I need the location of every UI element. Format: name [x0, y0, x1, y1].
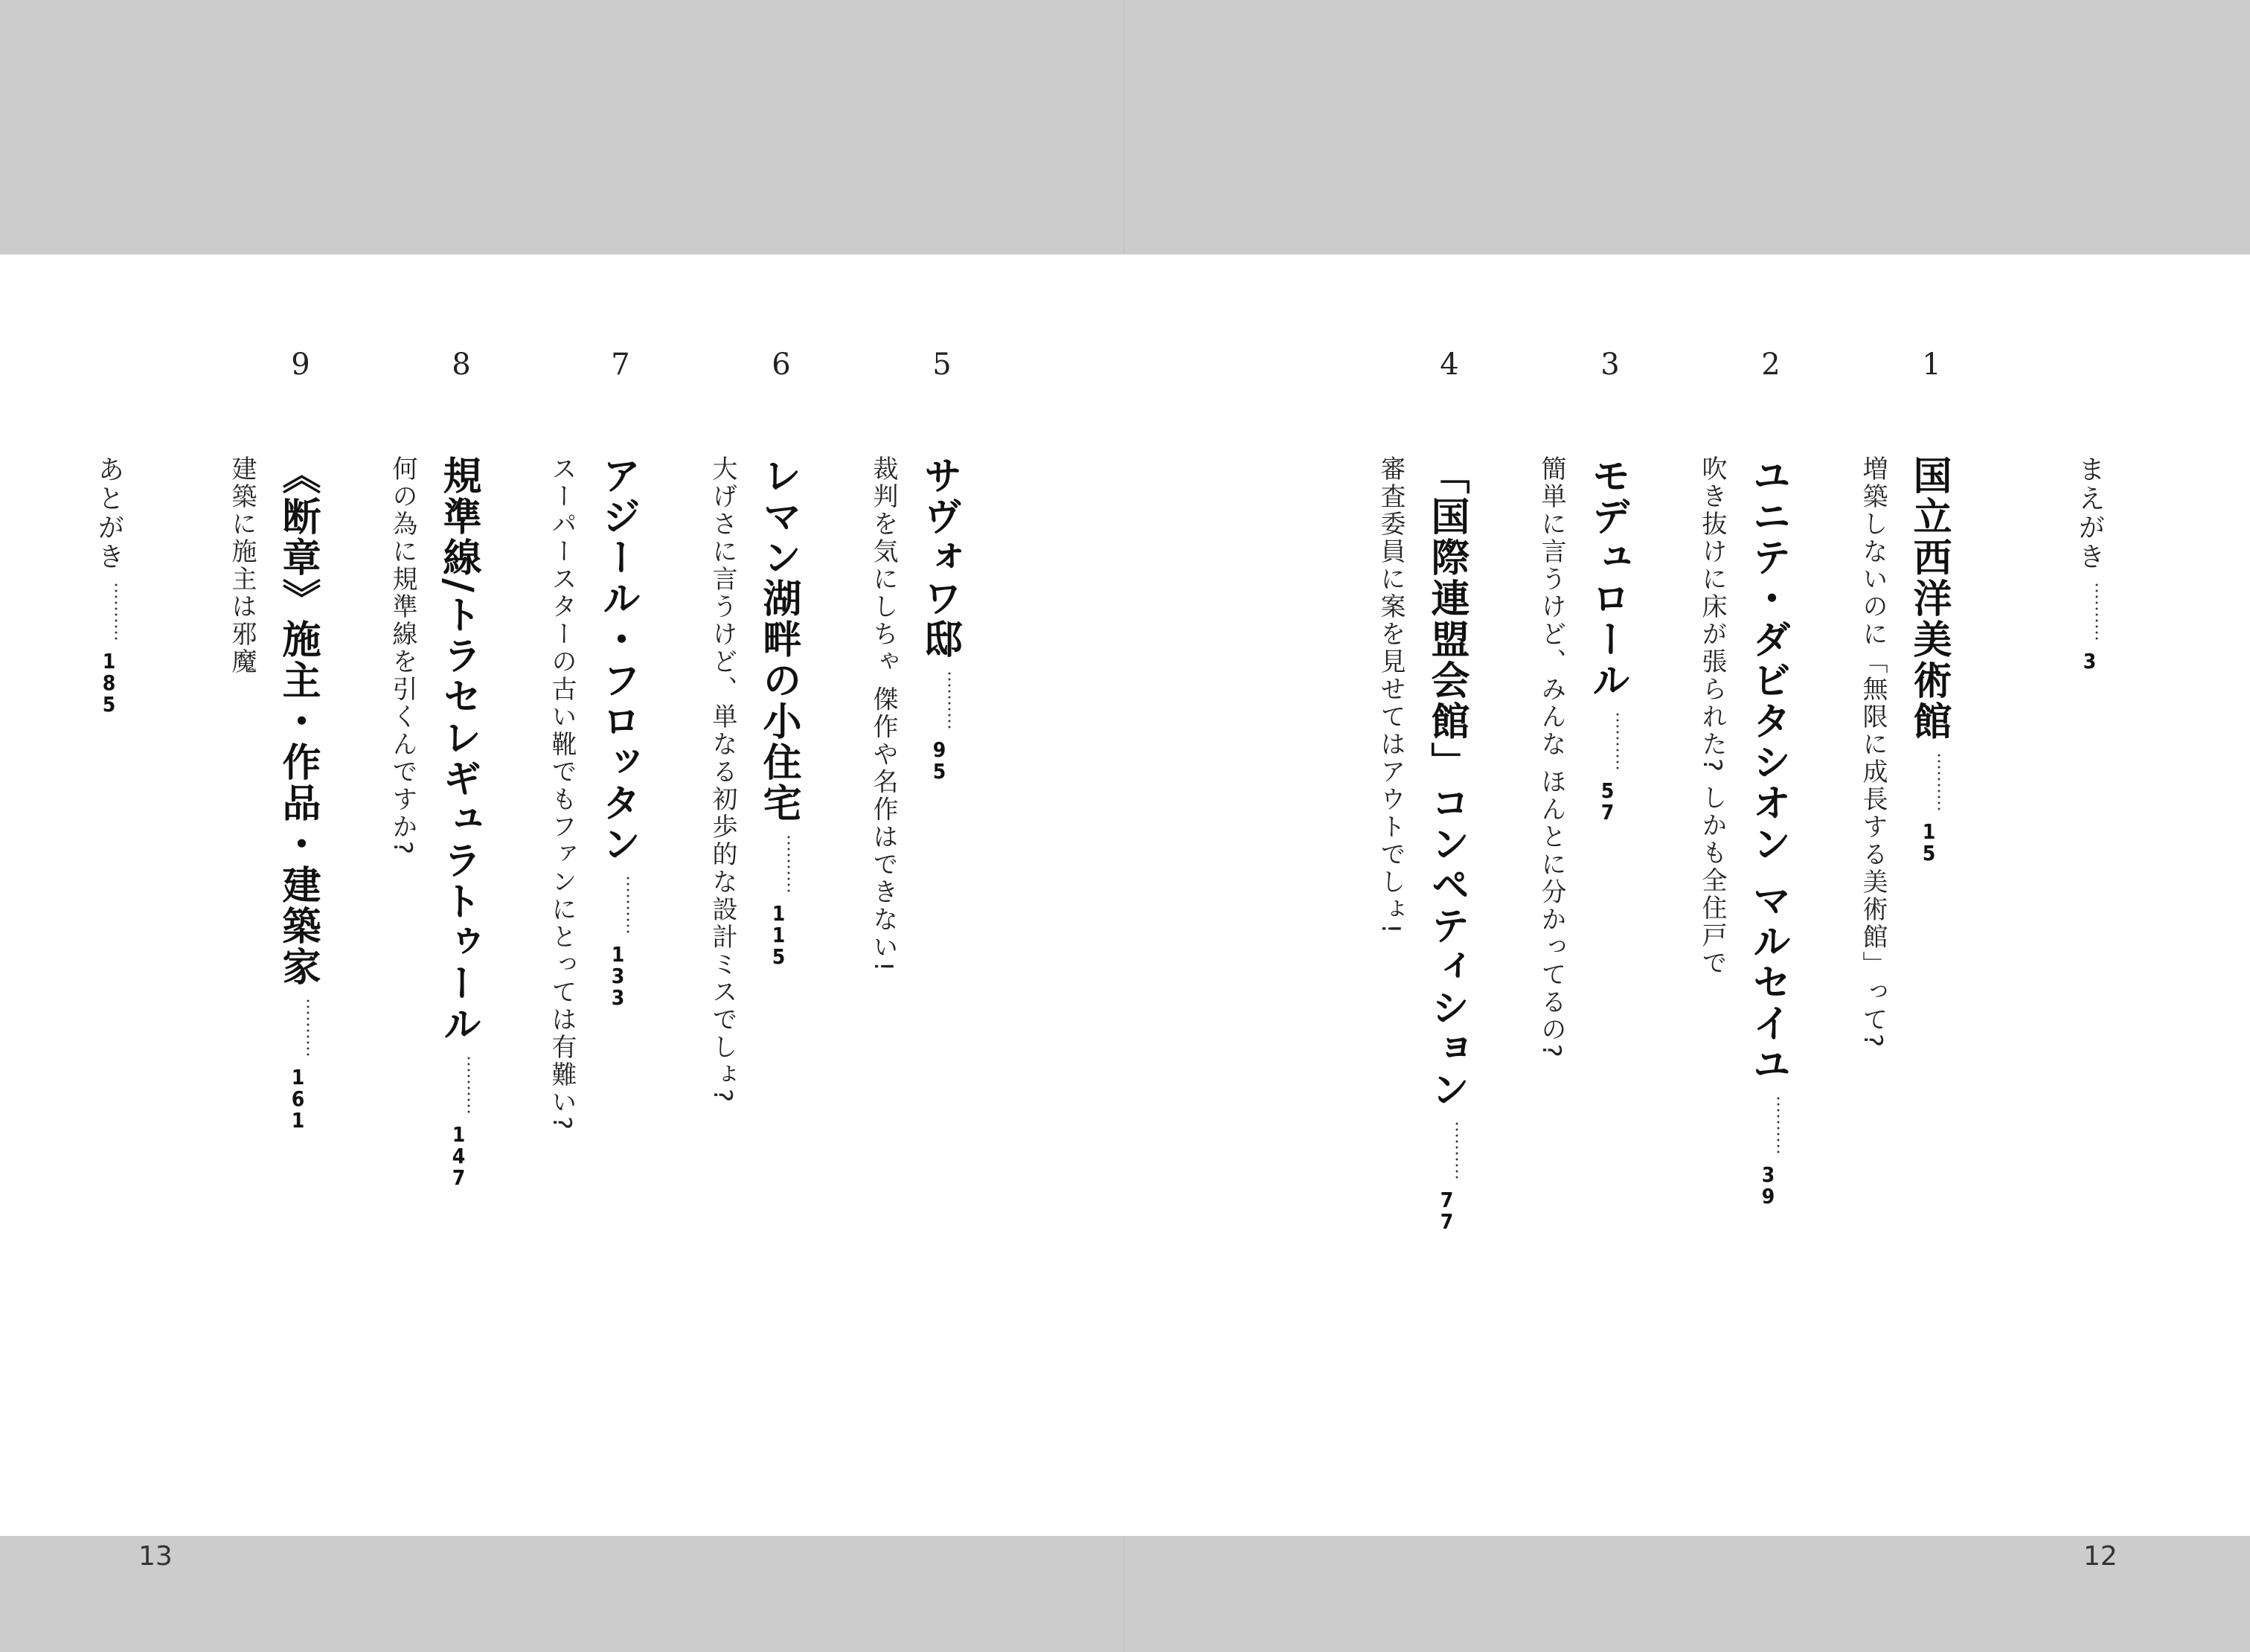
- chapter-number: 4: [1440, 348, 1459, 382]
- leader-dots: [1938, 752, 1940, 812]
- chapter-number: 8: [452, 348, 471, 382]
- chapter-page: 161: [286, 1065, 310, 1130]
- leader-dots: [115, 582, 118, 641]
- leader-dots: [1777, 1095, 1780, 1155]
- leader-dots: [2095, 582, 2098, 641]
- chapter-title-entry[interactable]: [1585, 455, 1630, 822]
- leader-dots: [1455, 1121, 1458, 1180]
- chapter-page: 95: [927, 737, 952, 781]
- bottom-gutter-line: [1124, 1536, 1125, 1652]
- chapter-subtitle: 何の為に規準線を引くんですか?: [388, 455, 417, 857]
- toc-back-label: あとがき: [94, 455, 124, 572]
- chapter-title-entry[interactable]: [436, 455, 481, 1187]
- chapter-title-entry[interactable]: [1906, 455, 1952, 862]
- chapter-page: 39: [1756, 1162, 1781, 1206]
- bottom-gray-band: [0, 1536, 2250, 1652]
- top-gutter-line: [1124, 0, 1125, 254]
- chapter-title: レマン湖畔の小住宅: [756, 455, 801, 824]
- chapter-page: 147: [446, 1122, 471, 1187]
- chapter-title: アジール・フロッタン: [595, 455, 641, 865]
- toc-front-entry[interactable]: [2076, 455, 2103, 670]
- chapter-title: サヴォワ邸: [917, 455, 962, 660]
- chapter-number: 5: [932, 348, 952, 382]
- chapter-subtitle: 大げさに言うけど、単なる初歩的な設計ミスでしょ?: [708, 455, 737, 1105]
- chapter-title-entry[interactable]: [1424, 455, 1469, 1231]
- chapter-number: 3: [1600, 348, 1620, 382]
- leader-dots: [307, 998, 310, 1057]
- chapter-number: 2: [1761, 348, 1781, 382]
- chapter-subtitle: 増築しないのに「無限に成長する美術館」って?: [1858, 455, 1888, 1050]
- folio-left-page-number: 13: [138, 1541, 173, 1572]
- chapter-title: ユニテ・ダビタシオン マルセイユ: [1746, 455, 1791, 1086]
- chapter-subtitle: 建築に施主は邪魔: [227, 455, 257, 676]
- folio-right-page-number: 12: [2083, 1541, 2118, 1572]
- chapter-page: 77: [1435, 1188, 1459, 1231]
- chapter-title: 国立西洋美術館: [1906, 455, 1952, 742]
- chapter-subtitle: 裁判を気にしちゃ 傑作や名作はできない!: [868, 455, 898, 974]
- chapter-title: 規準線/トラセレギュラトゥール: [436, 455, 481, 1045]
- top-gray-band: [0, 0, 2250, 254]
- chapter-title-entry[interactable]: [595, 455, 641, 1007]
- chapter-number: 9: [291, 348, 310, 382]
- chapter-title-entry[interactable]: [756, 455, 801, 966]
- toc-front-label: まえがき: [2074, 455, 2105, 572]
- chapter-subtitle: スーパースターの古い靴でもファンにとっては有難い?: [547, 455, 577, 1133]
- chapter-number: 1: [1922, 348, 1941, 382]
- leader-dots: [787, 834, 790, 894]
- toc-front-page: 3: [2077, 649, 2102, 670]
- chapter-subtitle: 簡単に言うけど、みんな ほんとに分かってるの?: [1536, 455, 1566, 1060]
- toc-back-entry[interactable]: [95, 455, 122, 714]
- toc-back-page: 185: [97, 649, 121, 714]
- leader-dots: [467, 1055, 470, 1115]
- leader-dots: [626, 875, 629, 935]
- chapter-title: 「国際連盟会館」コンペティション: [1424, 455, 1469, 1110]
- chapter-title-entry[interactable]: [917, 455, 962, 781]
- chapter-number: 6: [772, 348, 791, 382]
- leader-dots: [948, 670, 951, 730]
- chapter-subtitle: 吹き抜けに床が張られた? しかも全住戸で: [1697, 455, 1727, 977]
- chapter-page: 57: [1595, 778, 1620, 822]
- chapter-subtitle: 審査委員に案を見せてはアウトでしょ!: [1376, 455, 1406, 936]
- chapter-title-entry[interactable]: [275, 455, 321, 1130]
- chapter-number: 7: [611, 348, 630, 382]
- leader-dots: [1616, 711, 1619, 771]
- chapter-title-entry[interactable]: [1746, 455, 1791, 1206]
- chapter-title: 《断章》施主・作品・建築家: [275, 455, 321, 987]
- chapter-page: 115: [766, 901, 791, 966]
- chapter-page: 15: [1917, 819, 1941, 862]
- chapter-title: モデュロール: [1585, 455, 1630, 701]
- chapter-page: 133: [606, 942, 630, 1007]
